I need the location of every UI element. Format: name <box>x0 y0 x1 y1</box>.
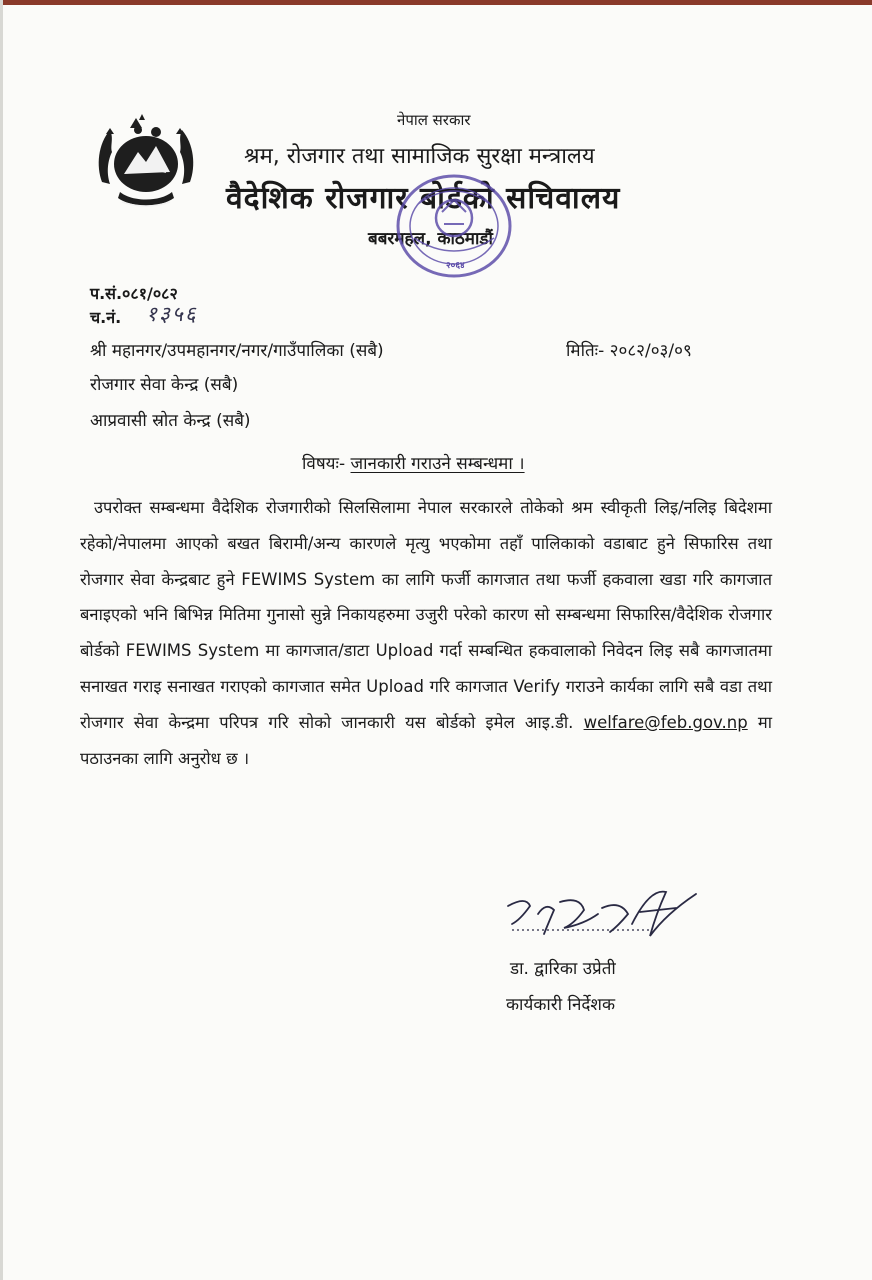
patra-sankhya: प.सं.०८१/०८२ <box>90 284 178 303</box>
chalani-label: च.नं. <box>90 308 122 327</box>
nepal-emblem-icon <box>92 112 200 212</box>
recipient-municipalities: श्री महानगर/उपमहानगर/नगर/गाउँपालिका (सबै) <box>90 341 384 361</box>
email-link[interactable]: welfare@feb.gov.np <box>583 712 748 732</box>
body-paragraph: उपरोक्त सम्बन्धमा वैदेशिक रोजगारीको सिलसिलामा नेपाल सरकारले तोकेको श्रम स्वीकृती लिइ/नलिइ बिदेशमा रहेको/नेपालमा आएको बखत बिरामी/अन्य कारणले मृत्यु भएकोमा तहाँ पालिकाको वडाबाट हुने सिफारिस तथा रोजगार सेवा केन्द्रबाट हुने FEWIMS System का लागि फर्जी कागजात तथा फर्जी हकवाला खडा गरि कागजात बनाइएको भनि बिभिन्न मितिमा गुनासो सुन्ने निकायहरुमा उजुरी परेको कारण सो सम्बन्धमा सिफारिस/वैदेशिक रोजगार बोर्डको FEWIMS System मा कागजात/डाटा Upload गर्दा सम्बन्धित हकवालाको निवेदन लिइ सबै कागजातमा सनाखत गराइ सनाखत गराएको कागजात समेत Upload गरि कागजात Verify गराउने कार्यका लागि सबै वडा तथा रोजगार सेवा केन्द्रमा परिपत्र गरि सोको जानकारी यस बोर्डको इमेल आइ.डी. <box>80 498 772 732</box>
page-left-edge <box>0 0 3 1280</box>
secretariat-name: वैदेशिक रोजगार बोर्डको सचिवालय <box>226 181 621 216</box>
subject-line <box>302 451 525 474</box>
recipient-employment-centers: रोजगार सेवा केन्द्र (सबै) <box>90 375 239 395</box>
office-address: बबरमहल, काठमाडौं <box>368 229 493 249</box>
office-seal-icon <box>392 168 516 284</box>
signatory-name: डा. द्वारिका उप्रेती <box>510 959 616 979</box>
stamp-year: २०६४ <box>446 261 465 271</box>
signature-icon <box>500 884 706 948</box>
body-closing: मा पठाउनका लागि अनुरोध छ । <box>80 712 773 768</box>
subject-text: जानकारी गराउने सम्बन्धमा । <box>350 454 525 474</box>
recipient-migrant-resource-centers: आप्रवासी स्रोत केन्द्र (सबै) <box>90 411 251 431</box>
letter-body <box>80 490 772 776</box>
letter-date: मितिः- २०८२/०३/०९ <box>566 341 692 361</box>
chalani-number: १३५६ <box>146 302 198 326</box>
government-name: नेपाल सरकार <box>397 111 471 129</box>
ministry-name: श्रम, रोजगार तथा सामाजिक सुरक्षा मन्त्रालय <box>244 144 595 169</box>
page-top-edge <box>0 0 872 5</box>
signatory-title: कार्यकारी निर्देशक <box>506 995 616 1015</box>
subject-label: विषयः- <box>302 454 346 474</box>
